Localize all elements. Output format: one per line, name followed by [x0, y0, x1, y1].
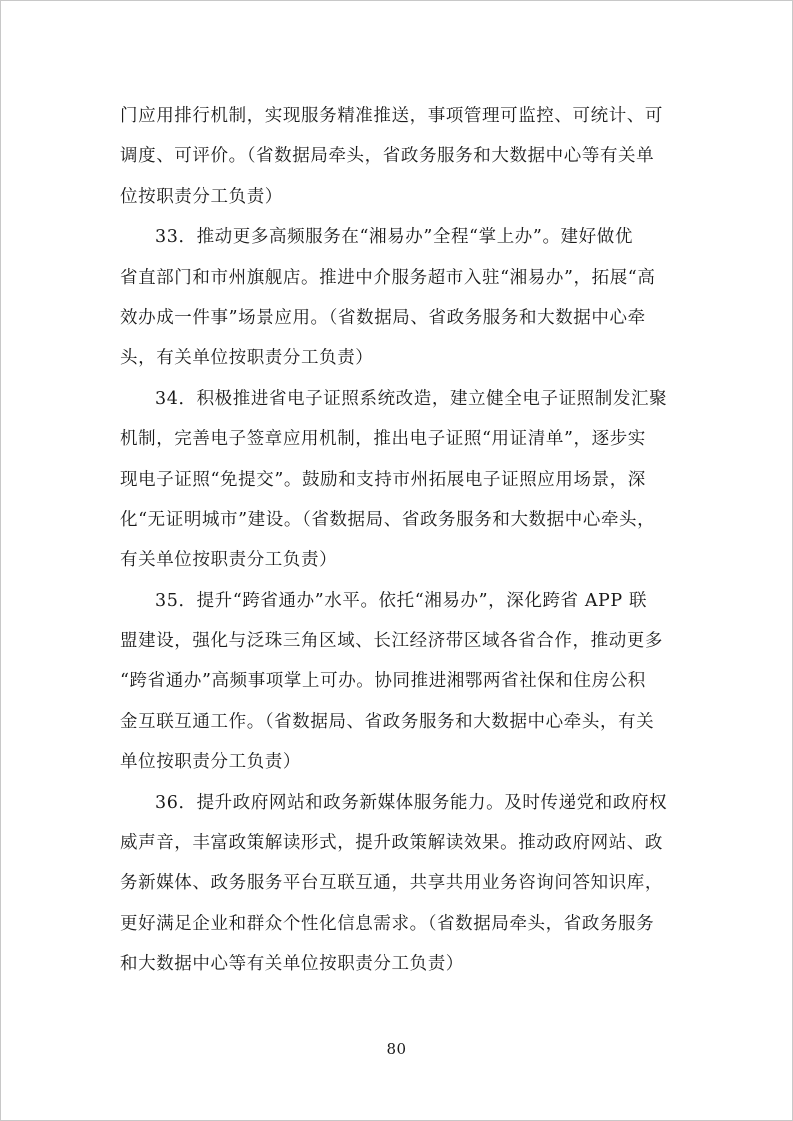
text-line: 机制，完善电子签章应用机制，推出电子证照“用证清单”，逐步实 [120, 429, 646, 450]
text-line: 门应用排行机制，实现服务精准推送，事项管理可监控、可统计、可 [120, 106, 663, 126]
paragraph-item-36 [120, 783, 675, 985]
text-line: 更好满足企业和群众个性化信息需求。（省数据局牵头，省政务服务 [120, 913, 655, 934]
text-line: 位按职责分工负责） [120, 186, 283, 207]
page-number: 80 [386, 1040, 407, 1058]
document-body [120, 96, 675, 985]
text-line: 36．提升政府网站和政务新媒体服务能力。及时传递党和政府权 [155, 792, 668, 813]
text-line: 化“无证明城市”建设。（省数据局、省政务服务和大数据中心牵头， [120, 509, 656, 530]
text-line: 效办成一件事”场景应用。（省数据局、省政务服务和大数据中心牵 [120, 307, 646, 328]
paragraph-continuation [120, 96, 675, 217]
text-line: 35．提升“跨省通办”水平。依托“湘易办”，深化跨省 APP 联 [155, 590, 648, 611]
text-line: 务新媒体、政务服务平台互联互通，共享共用业务咨询问答知识库， [120, 873, 663, 894]
text-line: 威声音，丰富政策解读形式，提升政策解读效果。推动政府网站、政 [120, 833, 663, 854]
text-line: “跨省通办”高频事项掌上可办。协同推进湘鄂两省社保和住房公积 [120, 671, 646, 692]
text-line: 省直部门和市州旗舰店。推进中介服务超市入驻“湘易办”，拓展“高 [120, 267, 656, 288]
text-line: 头，有关单位按职责分工负责） [120, 348, 374, 369]
text-line: 单位按职责分工负责） [120, 752, 301, 773]
text-line: 现电子证照“免提交”。鼓励和支持市州拓展电子证照应用场景，深 [120, 469, 646, 490]
paragraph-item-34 [120, 379, 675, 581]
text-line: 34．积极推进省电子证照系统改造，建立健全电子证照制发汇聚 [155, 388, 668, 409]
text-line: 有关单位按职责分工负责） [120, 550, 338, 571]
text-line: 盟建设，强化与泛珠三角区域、长江经济带区域各省合作，推动更多 [120, 631, 663, 652]
text-line: 调度、可评价。（省数据局牵头，省政务服务和大数据中心等有关单 [120, 146, 655, 167]
text-line: 和大数据中心等有关单位按职责分工负责） [120, 954, 464, 975]
paragraph-item-33 [120, 217, 675, 379]
paragraph-item-35 [120, 581, 675, 783]
text-line: 金互联互通工作。（省数据局、省政务服务和大数据中心牵头，有关 [120, 711, 655, 732]
text-line: 33．推动更多高频服务在“湘易办”全程“掌上办”。建好做优 [155, 227, 633, 248]
